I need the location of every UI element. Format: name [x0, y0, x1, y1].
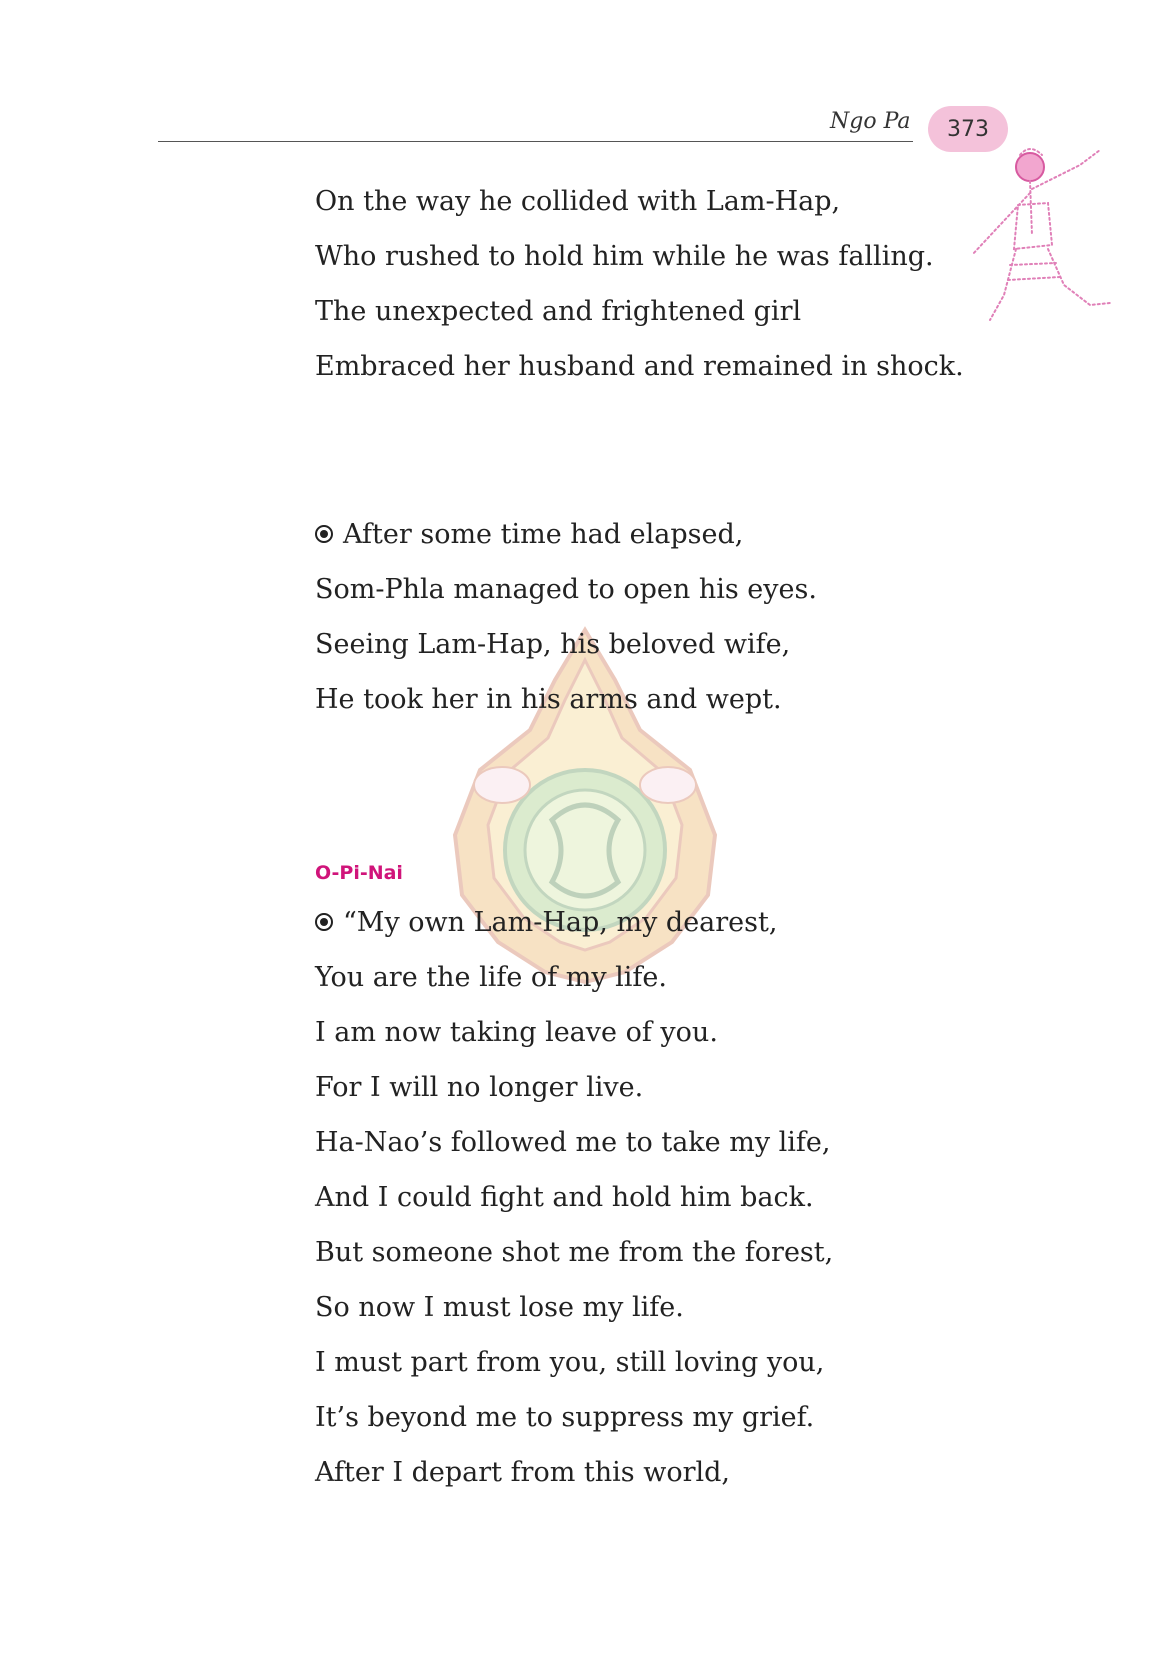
poem-line: Ha-Nao’s followed me to take my life,: [315, 1127, 831, 1158]
poem-line: So now I must lose my life.: [315, 1292, 684, 1323]
poem-line-text: “My own Lam-Hap, my dearest,: [343, 907, 778, 938]
poem-line: He took her in his arms and wept.: [315, 684, 782, 715]
poem-line: For I will no longer live.: [315, 1072, 644, 1103]
poem-line-first: [315, 518, 743, 552]
poem-line: But someone shot me from the forest,: [315, 1237, 834, 1268]
poem-line: Seeing Lam-Hap, his beloved wife,: [315, 629, 791, 660]
poem-line: I am now taking leave of you.: [315, 1017, 718, 1048]
poem-line: Som-Phla managed to open his eyes.: [315, 574, 817, 605]
poem-line-first: [315, 906, 777, 940]
poem-line: And I could fight and hold him back.: [315, 1182, 814, 1213]
poem-line: Embraced her husband and remained in shock.: [315, 351, 964, 382]
poem-line: On the way he collided with Lam-Hap,: [315, 186, 841, 217]
poem-line: I must part from you, still loving you,: [315, 1347, 825, 1378]
bullet-icon: [315, 913, 333, 931]
poem-line-text: After some time had elapsed,: [343, 519, 744, 550]
poem-line: After I depart from this world,: [315, 1457, 730, 1488]
header-rule: [158, 141, 913, 142]
poem-line: It’s beyond me to suppress my grief.: [315, 1402, 815, 1433]
poem-line: You are the life of my life.: [315, 962, 667, 993]
running-title: Ngo Pa: [830, 109, 911, 134]
poem-line: Who rushed to hold him while he was falling.: [315, 241, 934, 272]
speaker-label: O-Pi-Nai: [315, 862, 403, 884]
dancer-illustration: [960, 145, 1120, 345]
bullet-icon: [315, 525, 333, 543]
poem-line: The unexpected and frightened girl: [315, 296, 802, 327]
page-number: 373: [947, 116, 989, 142]
